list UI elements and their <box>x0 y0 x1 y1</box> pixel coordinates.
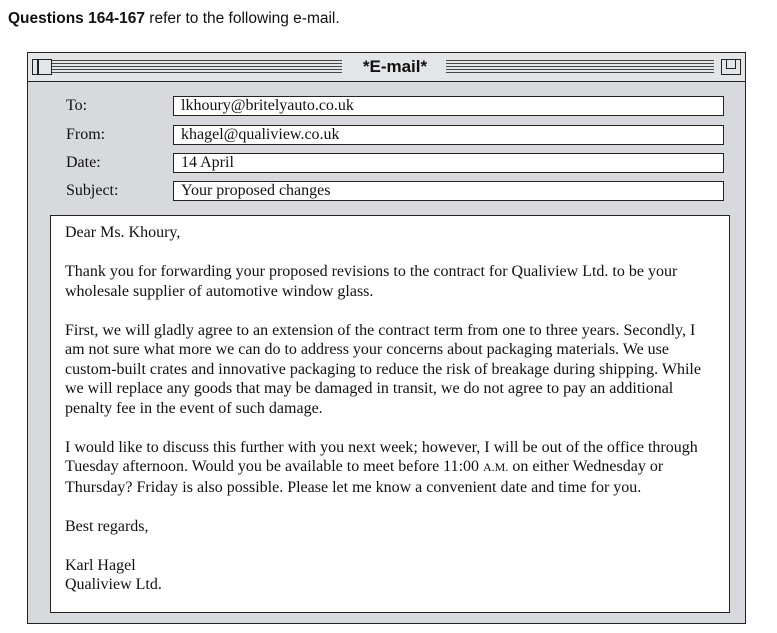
paragraph-1: Thank you for forwarding your proposed revisions to the contract for Qualiview Ltd. to be your wholesale supplier of automotive window glass. <box>65 263 678 300</box>
paragraph-2: First, we will gladly agree to an extension of the contract term from one to three years. Secondly, I am not sure what more we can do to address your concerns about packaging materials. We use custom-built crates and innovative packaging to reduce the risk of breakage during shipping. While we will replace any goods that may be damaged in transit, we do not agree to pay an additional penalty fee in the event of such damage. <box>65 321 701 417</box>
closing: Best regards, <box>65 517 149 535</box>
title-stripes-left <box>52 60 342 73</box>
question-instruction <box>8 10 340 28</box>
from-field[interactable]: khagel@qualiview.co.uk <box>173 125 724 145</box>
title-stripes-right <box>446 60 714 73</box>
email-body[interactable] <box>50 215 730 613</box>
instruction-text: refer to the following e-mail. <box>149 10 340 27</box>
to-label: To: <box>66 97 88 114</box>
zoom-box-icon[interactable] <box>721 59 741 75</box>
sender-name: Karl Hagel <box>65 556 136 574</box>
paragraph-3 <box>65 438 715 498</box>
date-field[interactable]: 14 April <box>173 153 724 173</box>
sender-company: Qualiview Ltd. <box>65 576 162 593</box>
time-suffix: A.M. <box>483 460 509 474</box>
email-window <box>27 52 746 624</box>
subject-label: Subject: <box>66 182 119 199</box>
title-bar[interactable] <box>28 53 745 82</box>
from-label: From: <box>66 126 106 143</box>
date-label: Date: <box>66 154 101 171</box>
window-title: *E-mail* <box>362 57 428 76</box>
question-range: Questions 164-167 <box>8 10 145 27</box>
paragraph-3-start: I would like to discuss this further with you next week; however, I will be out of the office through Tuesday afternoon. Would you be available to meet before 11:00 <box>65 438 698 475</box>
paragraph-3-end: on either Wednesday or Thursday? Friday is also possible. Please let me know a convenient date and time for you. <box>65 458 664 496</box>
greeting: Dear Ms. Khoury, <box>65 224 181 241</box>
subject-field[interactable]: Your proposed changes <box>173 181 724 201</box>
close-box-icon[interactable] <box>32 59 52 75</box>
to-field[interactable]: lkhoury@britelyauto.co.uk <box>173 96 724 116</box>
